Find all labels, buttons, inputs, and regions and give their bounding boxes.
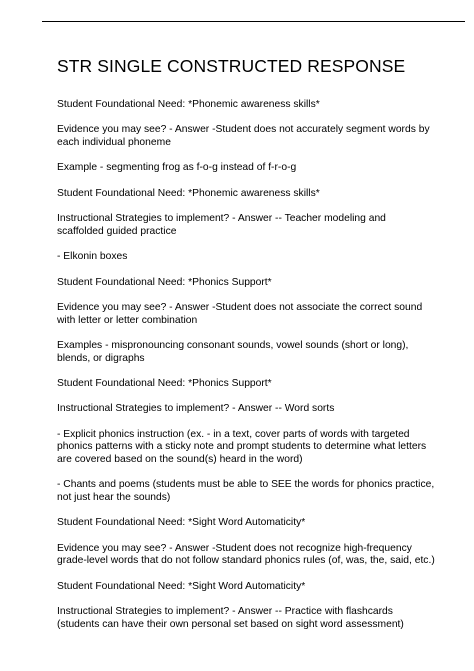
paragraph: Evidence you may see? - Answer -Student does not recognize high-frequency grade-level words that do not follow standard phonics rules (of, was, the, said, etc.) [57,542,435,567]
paragraph: Example - segmenting frog as f-o-g instead of f-r-o-g [57,162,297,174]
document-body [57,56,435,644]
paragraph: Examples - mispronouncing consonant sounds, vowel sounds (short or long), blends, or digraphs [57,339,409,364]
paragraph: - Explicit phonics instruction (ex. - in a text, cover parts of words with targeted phonics patterns with a sticky note and prompt students to determine what letters are covered based on the sound(s) heard in the word) [57,428,427,465]
paragraph: - Chants and poems (students must be able to SEE the words for phonics practice, not just hear the sounds) [57,479,435,503]
paragraph: Student Foundational Need: *Phonemic awareness skills* [57,99,320,110]
paragraph: Student Foundational Need: *Phonics Support* [57,377,272,389]
paragraph: Instructional Strategies to implement? - Answer -- Word sorts [57,403,335,415]
paragraph: Student Foundational Need: *Phonics Support* [57,276,272,288]
paragraph: - Elkonin boxes [57,251,128,263]
paragraph: Student Foundational Need: *Sight Word Automaticity* [57,580,306,592]
paragraph: Instructional Strategies to implement? - Answer -- Teacher modeling and scaffolded guided practice [57,213,386,237]
paragraph: Evidence you may see? - Answer -Student does not associate the correct sound with letter or letter combination [57,301,423,326]
paragraph: Evidence you may see? - Answer -Student does not accurately segment words by each individual phoneme [57,124,430,148]
paragraph: Instructional Strategies to implement? - Answer -- Practice with flashcards (students can have their own personal set based on sight word assessment) [57,606,404,630]
document-title: STR SINGLE CONSTRUCTED RESPONSE [57,56,406,76]
top-rule [42,21,465,22]
paragraph: Student Foundational Need: *Sight Word Automaticity* [57,517,306,529]
paragraph: Student Foundational Need: *Phonemic awareness skills* [57,187,320,199]
